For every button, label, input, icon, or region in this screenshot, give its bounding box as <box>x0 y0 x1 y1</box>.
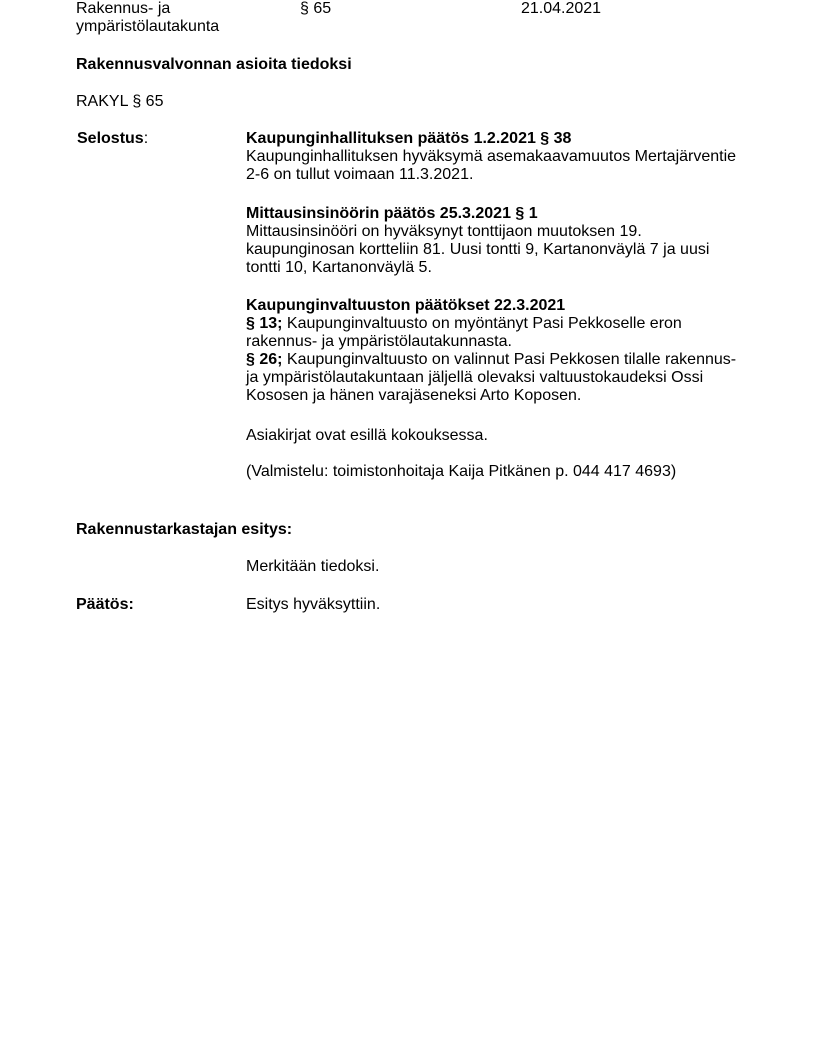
meeting-date: 21.04.2021 <box>521 0 602 17</box>
council-decision-26 <box>246 351 746 369</box>
committee-name-line2: ympäristölautakunta <box>76 18 220 35</box>
decision-item-line: tontti 10, Kartanonväylä 5. <box>246 259 432 276</box>
committee-name <box>76 0 219 36</box>
decision-item-line: kaupunginosan kortteliin 81. Uusi tontti 9, Kartanonväylä 7 ja uusi <box>246 241 710 258</box>
proposal-text: Merkitään tiedoksi. <box>246 558 380 575</box>
decision-item-line: Kaupunginhallituksen hyväksymä asemakaavamuutos Mertajärventie <box>246 148 737 165</box>
decision-item-heading: Mittausinsinöörin päätös 25.3.2021 § 1 <box>246 205 538 222</box>
decision-item-heading: Kaupunginvaltuuston päätökset 22.3.2021 <box>246 297 566 314</box>
reference: RAKYL § 65 <box>76 93 164 110</box>
proposal-label: Rakennustarkastajan esitys: <box>76 521 293 538</box>
decision-item <box>246 297 746 405</box>
paragraph-number: § 26; <box>246 351 283 368</box>
decision-item <box>246 130 746 184</box>
paragraph-number: § 13; <box>246 315 283 332</box>
decision-item-heading: Kaupunginhallituksen päätös 1.2.2021 § 38 <box>246 130 572 147</box>
decision-item-line: Mittausinsinööri on hyväksynyt tonttijaon muutoksen 19. <box>246 223 642 240</box>
document-title: Rakennusvalvonnan asioita tiedoksi <box>76 56 352 73</box>
decision-text: Kaupunginvaltuusto on valinnut Pasi Pekkosen tilalle rakennus- <box>282 351 737 368</box>
decision-text: Esitys hyväksyttiin. <box>246 596 381 613</box>
decision-item-line: 2-6 on tullut voimaan 11.3.2021. <box>246 166 474 183</box>
decision-label: Päätös: <box>76 596 134 613</box>
section-number: § 65 <box>300 0 332 17</box>
preparer-note: (Valmistelu: toimistonhoitaja Kaija Pitkänen p. 044 417 4693) <box>246 463 677 480</box>
selostus-label-text: Selostus <box>77 130 144 147</box>
committee-name-line1: Rakennus- ja <box>76 0 171 17</box>
selostus-label <box>77 130 148 148</box>
documents-note: Asiakirjat ovat esillä kokouksessa. <box>246 427 488 444</box>
council-decision-13 <box>246 315 746 333</box>
decision-text: Kaupunginvaltuusto on myöntänyt Pasi Pekkoselle eron <box>282 315 682 332</box>
decision-item <box>246 205 746 277</box>
decision-text-cont: Kososen ja hänen varajäseneksi Arto Koposen. <box>246 387 582 404</box>
selostus-label-colon: : <box>143 130 149 147</box>
decision-text-cont: ja ympäristölautakuntaan jäljellä olevaksi valtuustokaudeksi Ossi <box>246 369 704 386</box>
decision-text-cont: rakennus- ja ympäristölautakunnasta. <box>246 333 512 350</box>
